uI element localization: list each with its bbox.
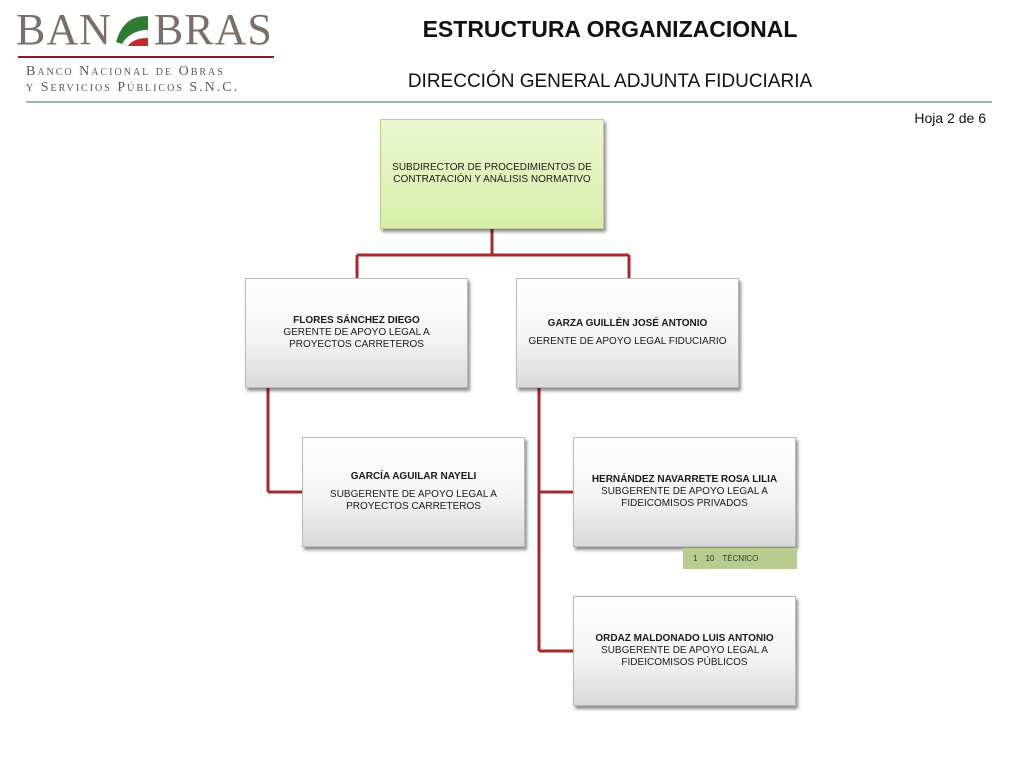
- org-box-subdirector[interactable]: [380, 119, 604, 229]
- subordinate-role: SUBGERENTE DE APOYO LEGAL A FIDEICOMISOS PRIVADOS: [601, 486, 768, 509]
- subdirector-role: SUBDIRECTOR DE PROCEDIMIENTOS DE CONTRATACIÓN Y ANÁLISIS NORMATIVO: [392, 162, 592, 185]
- org-box-sub-publicos[interactable]: [573, 596, 796, 706]
- org-box-sub-privados[interactable]: [573, 437, 796, 547]
- subordinate-name: HERNÁNDEZ NAVARRETE ROSA LILIA: [591, 474, 778, 485]
- manager-name: FLORES SÁNCHEZ DIEGO: [293, 315, 420, 326]
- level-tag-level: 10: [705, 554, 715, 563]
- logo-wordmark: BAN BRAS: [16, 5, 273, 54]
- manager-role: GERENTE DE APOYO LEGAL FIDUCIARIO: [528, 336, 727, 347]
- org-box-manager-fiduciario[interactable]: [516, 278, 739, 388]
- level-tag: [683, 548, 797, 569]
- manager-name: GARZA GUILLÉN JOSÉ ANTONIO: [547, 318, 708, 329]
- subordinate-role: SUBGERENTE DE APOYO LEGAL A PROYECTOS CARRETEROS: [330, 489, 497, 512]
- level-tag-type: TÉCNICO: [722, 554, 759, 563]
- subordinate-role: SUBGERENTE DE APOYO LEGAL A FIDEICOMISOS PÚBLICOS: [601, 645, 768, 668]
- level-tag-count: 1: [693, 554, 698, 563]
- logo-subtitle: Banco Nacional de Obras y Servicios Públicos S.N.C.: [26, 64, 240, 95]
- org-box-manager-carreteros[interactable]: [245, 278, 468, 388]
- page-title: ESTRUCTURA ORGANIZACIONAL: [422, 16, 798, 42]
- subordinate-name: ORDAZ MALDONADO LUIS ANTONIO: [595, 633, 774, 644]
- subordinate-name: GARCÍA AGUILAR NAYELI: [350, 471, 477, 482]
- manager-role: GERENTE DE APOYO LEGAL A PROYECTOS CARRETEROS: [283, 327, 430, 350]
- page-number: Hoja 2 de 6: [914, 110, 986, 126]
- org-box-sub-carreteros[interactable]: [302, 437, 525, 547]
- page-subtitle: DIRECCIÓN GENERAL ADJUNTA FIDUCIARIA: [407, 71, 813, 92]
